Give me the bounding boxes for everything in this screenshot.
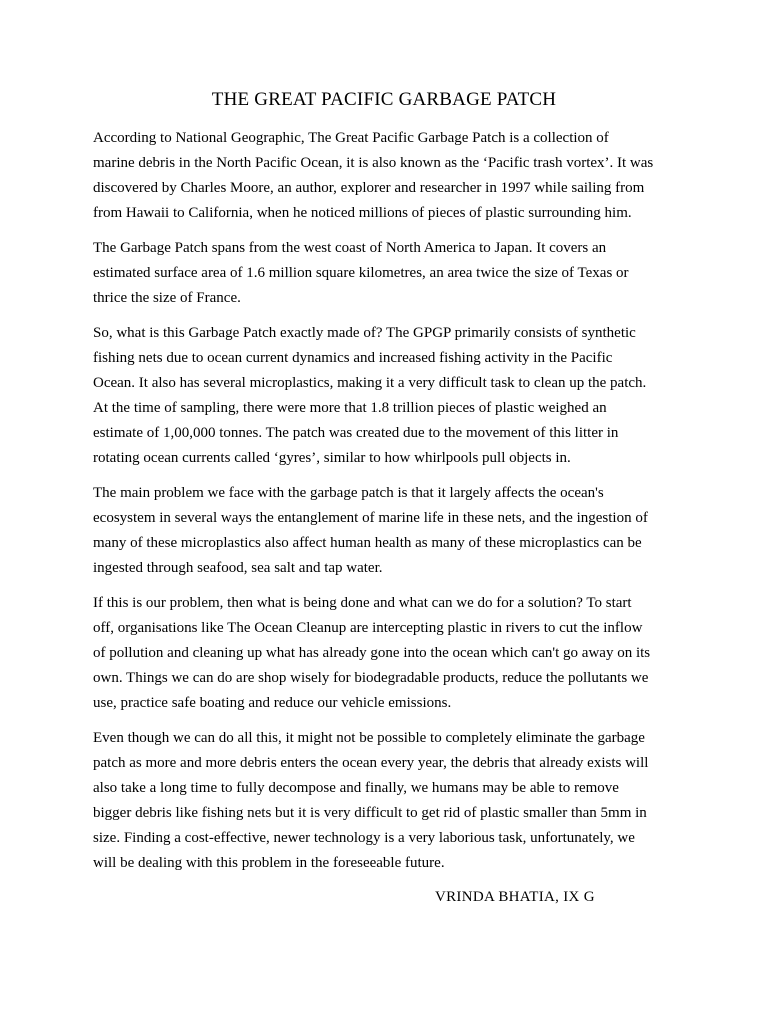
paragraph-6 xyxy=(93,726,683,876)
text-line: many of these microplastics also affect human health as many of these microplastics can be xyxy=(93,535,642,551)
text-line: marine debris in the North Pacific Ocean, it is also known as the ‘Pacific trash vortex’. It was xyxy=(93,155,654,171)
page-title: THE GREAT PACIFIC GARBAGE PATCH xyxy=(211,89,557,110)
text-line: bigger debris like fishing nets but it is very difficult to get rid of plastic smaller than 5mm in xyxy=(93,805,647,821)
text-line: ecosystem in several ways the entanglement of marine life in these nets, and the ingestion of xyxy=(93,510,648,526)
paragraph-3 xyxy=(93,321,683,471)
text-line: own. Things we can do are shop wisely for biodegradable products, reduce the pollutants we xyxy=(93,670,649,686)
text-line: The main problem we face with the garbage patch is that it largely affects the ocean's xyxy=(93,485,604,501)
text-line: fishing nets due to ocean current dynamics and increased fishing activity in the Pacific xyxy=(93,350,613,366)
paragraph-4 xyxy=(93,481,683,581)
text-line: Ocean. It also has several microplastics, making it a very difficult task to clean up the patch. xyxy=(93,375,647,391)
paragraph-5 xyxy=(93,591,683,716)
text-line: estimate of 1,00,000 tonnes. The patch was created due to the movement of this litter in xyxy=(93,425,619,441)
text-line: Even though we can do all this, it might not be possible to completely eliminate the garbage xyxy=(93,730,645,746)
text-line: of pollution and cleaning up what has already gone into the ocean which can't go away on its xyxy=(93,645,651,661)
text-line: If this is our problem, then what is being done and what can we do for a solution? To start xyxy=(93,595,632,611)
text-line: also take a long time to fully decompose and finally, we humans may be able to remove xyxy=(93,780,619,796)
text-line: estimated surface area of 1.6 million square kilometres, an area twice the size of Texas or xyxy=(93,265,629,281)
text-line: rotating ocean currents called ‘gyres’, similar to how whirlpools pull objects in. xyxy=(93,450,571,466)
text-line: The Garbage Patch spans from the west coast of North America to Japan. It covers an xyxy=(93,240,607,256)
author-signature: VRINDA BHATIA, IX G xyxy=(435,889,595,905)
text-line: discovered by Charles Moore, an author, explorer and researcher in 1997 while sailing from xyxy=(93,180,645,196)
text-line: According to National Geographic, The Great Pacific Garbage Patch is a collection of xyxy=(93,130,609,146)
text-line: At the time of sampling, there were more that 1.8 trillion pieces of plastic weighed an xyxy=(93,400,607,416)
text-line: use, practice safe boating and reduce our vehicle emissions. xyxy=(93,695,452,711)
text-line: ingested through seafood, sea salt and tap water. xyxy=(93,560,383,576)
paragraph-1 xyxy=(93,126,683,226)
text-line: thrice the size of France. xyxy=(93,290,241,306)
article-body xyxy=(93,126,683,886)
text-line: from Hawaii to California, when he noticed millions of pieces of plastic surrounding him. xyxy=(93,205,632,221)
text-line: off, organisations like The Ocean Cleanup are intercepting plastic in rivers to cut the inflow xyxy=(93,620,643,636)
paragraph-2 xyxy=(93,236,683,311)
text-line: size. Finding a cost-effective, newer technology is a very laborious task, unfortunately, we xyxy=(93,830,635,846)
text-line: So, what is this Garbage Patch exactly made of? The GPGP primarily consists of synthetic xyxy=(93,325,636,341)
text-line: will be dealing with this problem in the foreseeable future. xyxy=(93,855,445,871)
text-line: patch as more and more debris enters the ocean every year, the debris that already exists will xyxy=(93,755,649,771)
